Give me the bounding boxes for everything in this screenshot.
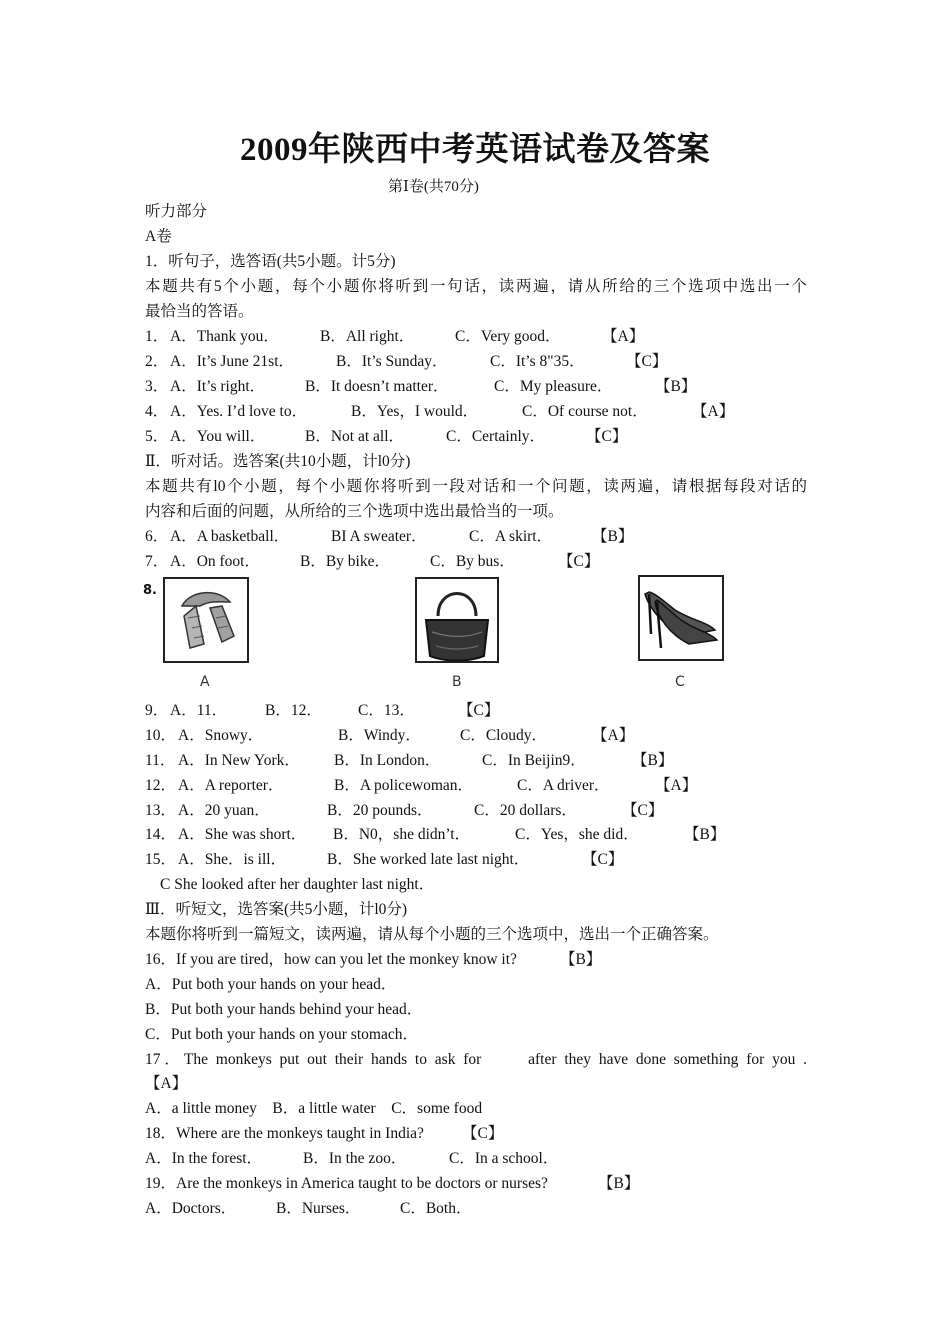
answer-key: 【B】 <box>598 1175 640 1192</box>
question-number: 13． <box>145 802 177 819</box>
option-a: A．Doctors． <box>145 1200 237 1217</box>
option-b: B．By bike． <box>300 553 390 570</box>
question-number: 11． <box>145 752 176 769</box>
answer-key: 【A】 <box>145 1075 188 1092</box>
option-c: C．A skirt． <box>469 528 553 545</box>
option-b: B．It’s Sunday． <box>336 353 448 370</box>
option-c: C．Put both your hands on your stomach． <box>145 1026 418 1043</box>
option-a: A．Snowy． <box>178 727 264 744</box>
answer-key: 【B】 <box>632 752 674 769</box>
picture-label-c: C <box>675 674 685 690</box>
option-a: A．In New York． <box>178 752 300 769</box>
option-a: A．On foot． <box>170 553 260 570</box>
option-c: C．In a school． <box>449 1150 559 1167</box>
option-b: B．Not at all． <box>305 428 405 445</box>
answer-key: 【B】 <box>655 378 697 395</box>
option-c: C．Very good． <box>455 328 561 345</box>
question-number: 3． <box>145 378 169 395</box>
option-a: A．She was short． <box>178 826 307 843</box>
answer-key: 【B】 <box>592 528 634 545</box>
answer-key: 【B】 <box>560 951 602 968</box>
question-number: 9． <box>145 702 169 719</box>
question-number: 8. <box>143 583 157 598</box>
page-title: 2009年陕西中考英语试卷及答案 <box>240 132 710 168</box>
option-c: C She looked after her daughter last night． <box>160 876 435 893</box>
answer-key: 【A】 <box>592 727 635 744</box>
question-number: 10． <box>145 727 177 744</box>
option-b: B．N0，she didn’t． <box>333 826 471 843</box>
option-c: C．Certainly． <box>446 428 546 445</box>
option-a: A．She．is ill． <box>178 851 287 868</box>
option-a: A．Yes. I’d love to． <box>170 403 308 420</box>
option-b: B．12． <box>265 702 322 719</box>
question-number: 1． <box>145 328 169 345</box>
option-c: C．My pleasure． <box>494 378 613 395</box>
question-16: 16．If you are tired，how can you let the monkey know it? <box>145 951 517 968</box>
part3-instruction: 本题你将听到一篇短文，读两遍，请从每个小题的三个选项中，选出一个正确答案。 <box>145 926 719 943</box>
answer-key: 【C】 <box>582 851 624 868</box>
question-17: 17．The monkeys put out their hands to ask for after they have done something for you . <box>145 1051 807 1068</box>
option-b: B．Nurses． <box>276 1200 361 1217</box>
scarf-picture <box>160 572 260 692</box>
part1-heading: 1．听句子，选答语(共5小题。计5分) <box>145 253 396 270</box>
option-b: B．Yes，I would． <box>351 403 479 420</box>
question-number: 4． <box>145 403 169 420</box>
option-c: C．Cloudy． <box>460 727 547 744</box>
option-c: C．Of course not． <box>522 403 648 420</box>
option-a: A．11． <box>170 702 228 719</box>
part2-instruction: 本题共有l0个小题，每个小题你将听到一段对话和一个问题，读两遍，请根据每段对话的 <box>145 478 807 495</box>
answer-key: 【A】 <box>655 777 698 794</box>
part2-instruction-cont: 内容和后面的问题，从所给的三个选项中选出最恰当的一项。 <box>145 503 564 520</box>
option-b: B．All right． <box>320 328 415 345</box>
question-19: 19．Are the monkeys in America taught to be doctors or nurses? <box>145 1175 548 1192</box>
option-a: A．You will． <box>170 428 266 445</box>
question-18: 18．Where are the monkeys taught in India? <box>145 1125 424 1142</box>
option-b: B．It doesn’t matter． <box>305 378 449 395</box>
option-a: A．It’s right． <box>170 378 266 395</box>
option-b: B．Windy． <box>338 727 421 744</box>
question-number: 14． <box>145 826 177 843</box>
option-a: A．20 yuan． <box>178 802 270 819</box>
option-c: C．Yes，she did． <box>515 826 639 843</box>
part3-heading: Ⅲ．听短文，选答案(共5小题，计l0分) <box>145 901 408 918</box>
picture-label-b: B <box>452 674 462 690</box>
option-c: C．20 dollars． <box>474 802 577 819</box>
option-a: A．A basketball． <box>170 528 290 545</box>
option-c: C．By bus． <box>430 553 515 570</box>
part2-heading: Ⅱ．听对话。选答案(共10小题，计l0分) <box>145 453 411 470</box>
answer-key: 【C】 <box>586 428 628 445</box>
option-a: A．Thank you． <box>170 328 279 345</box>
option-b: B．In the zoo． <box>303 1150 407 1167</box>
option-a: A．It’s June 21st． <box>170 353 295 370</box>
option-b: BI A sweater． <box>331 528 427 545</box>
question-17-options: A．a little money B．a little water C．some food <box>145 1100 483 1117</box>
question-number: 2． <box>145 353 169 370</box>
answer-key: 【C】 <box>622 802 664 819</box>
answer-key: 【B】 <box>684 826 726 843</box>
question-number: 15． <box>145 851 177 868</box>
question-number: 6． <box>145 528 169 545</box>
picture-label-a: A <box>200 674 210 690</box>
section-a: A卷 <box>145 228 172 245</box>
part1-instruction-cont: 最恰当的答语。 <box>145 303 254 320</box>
option-c: C．13． <box>358 702 415 719</box>
answer-key: 【A】 <box>692 403 735 420</box>
answer-key: 【C】 <box>558 553 600 570</box>
option-b: B．Put both your hands behind your head． <box>145 1001 423 1018</box>
question-number: 5． <box>145 428 169 445</box>
option-a: A．Put both your hands on your head． <box>145 976 397 993</box>
option-c: C．A driver． <box>517 777 610 794</box>
answer-key: 【A】 <box>602 328 645 345</box>
option-b: B．She worked late last night． <box>327 851 530 868</box>
option-a: A．In the forest． <box>145 1150 263 1167</box>
option-c: C．In Beijin9． <box>482 752 586 769</box>
part1-instruction: 本题共有5个小题，每个小题你将听到一句话，读两遍，请从所给的三个选项中选出一个 <box>145 278 807 295</box>
question-number: 7． <box>145 553 169 570</box>
option-c: C．It’s 8"35． <box>490 353 585 370</box>
option-b: B．20 pounds． <box>327 802 433 819</box>
section-listening: 听力部分 <box>145 203 208 220</box>
question-number: 12． <box>145 777 177 794</box>
option-b: B．In London． <box>334 752 441 769</box>
answer-key: 【C】 <box>626 353 668 370</box>
option-b: B．A policewoman． <box>334 777 474 794</box>
option-a: A．A reporter． <box>178 777 284 794</box>
answer-key: 【C】 <box>458 702 500 719</box>
option-c: C．Both． <box>400 1200 472 1217</box>
paper-subtitle: 第Ⅰ卷(共70分) <box>388 179 479 195</box>
answer-key: 【C】 <box>462 1125 504 1142</box>
